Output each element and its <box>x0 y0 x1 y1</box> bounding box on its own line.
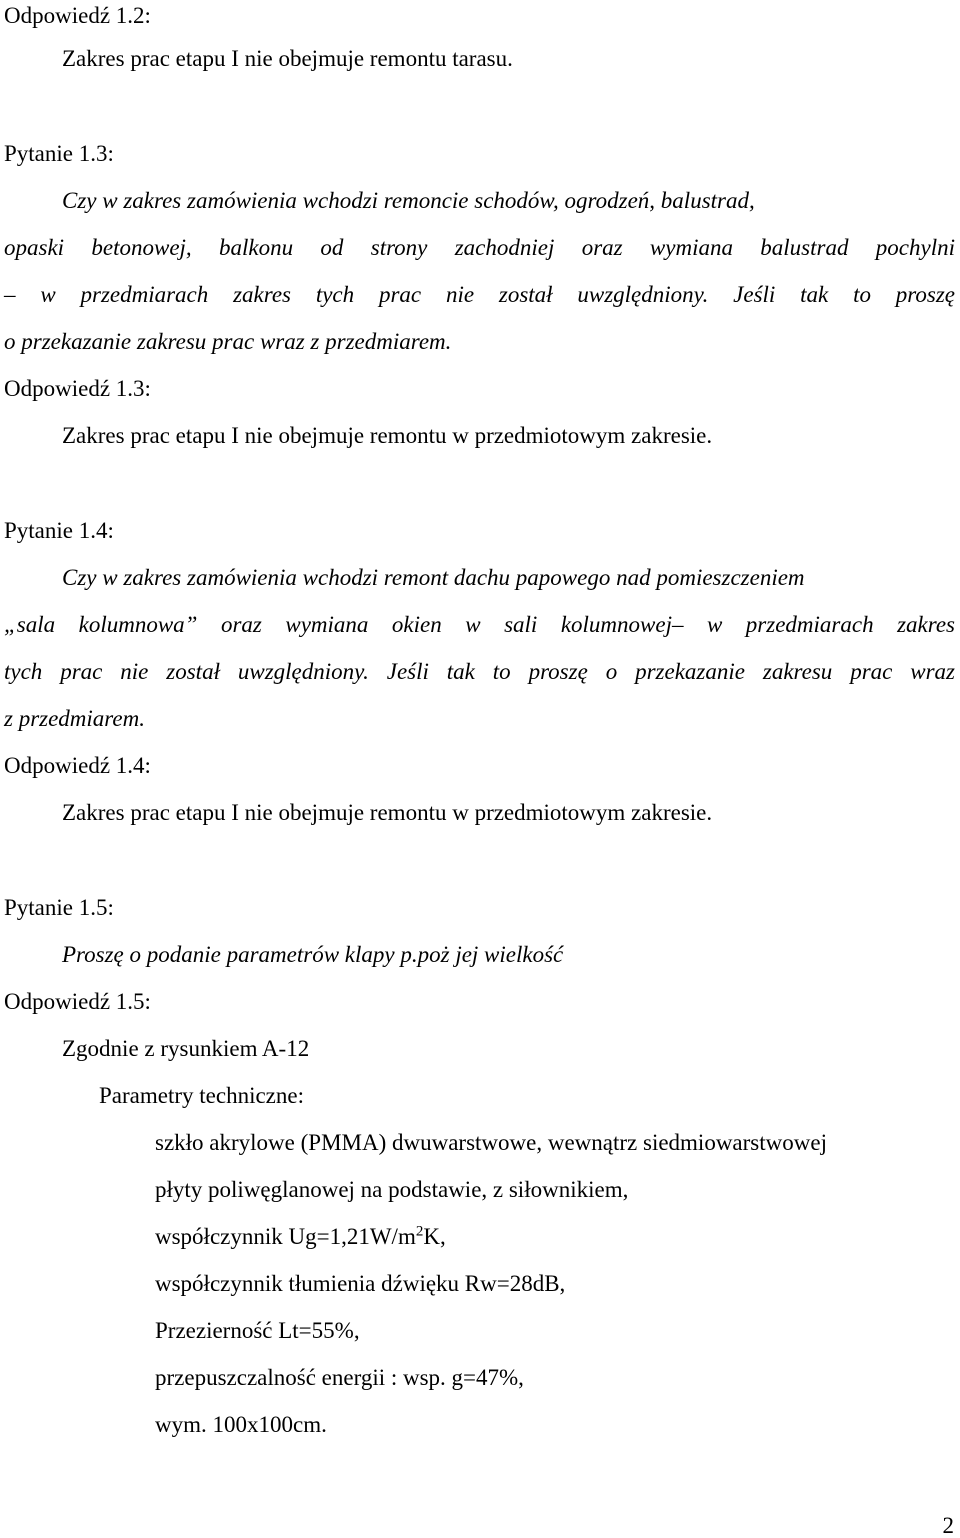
question-1-4-label: Pytanie 1.4: <box>4 518 114 543</box>
question-1-3-line-3: – w przedmiarach zakres tych prac nie został uwzględniony. Jeśli tak to proszę <box>4 282 955 307</box>
param-item-4: współczynnik tłumienia dźwięku Rw=28dB, <box>155 1271 566 1296</box>
param-item-7: wym. 100x100cm. <box>155 1412 327 1437</box>
param-ug-text: współczynnik Ug=1,21W/m <box>155 1224 416 1249</box>
question-1-3-label: Pytanie 1.3: <box>4 141 114 166</box>
answer-1-4-label: Odpowiedź 1.4: <box>4 753 151 778</box>
question-1-4-line-2: „sala kolumnowa” oraz wymiana okien w sali kolumnowej– w przedmiarach zakres <box>4 612 955 637</box>
params-heading: Parametry techniczne: <box>99 1083 304 1108</box>
answer-1-5-label: Odpowiedź 1.5: <box>4 989 151 1014</box>
page-number: 2 <box>942 1513 954 1538</box>
param-item-2: płyty poliwęglanowej na podstawie, z siłownikiem, <box>155 1177 629 1202</box>
question-1-4-line-1: Czy w zakres zamówienia wchodzi remont dachu papowego nad pomieszczeniem <box>62 565 805 590</box>
question-1-3-line-1: Czy w zakres zamówienia wchodzi remoncie schodów, ogrodzeń, balustrad, <box>62 188 755 213</box>
param-ug-superscript: 2 <box>415 1223 424 1240</box>
answer-1-2-label: Odpowiedź 1.2: <box>4 3 151 28</box>
question-1-5-label: Pytanie 1.5: <box>4 895 114 920</box>
answer-1-3-label: Odpowiedź 1.3: <box>4 376 151 401</box>
answer-1-3-text: Zakres prac etapu I nie obejmuje remontu w przedmiotowym zakresie. <box>62 423 713 448</box>
answer-1-2-text: Zakres prac etapu I nie obejmuje remontu tarasu. <box>62 46 513 71</box>
question-1-3-line-2: opaski betonowej, balkonu od strony zachodniej oraz wymiana balustrad pochylni <box>4 235 955 260</box>
question-1-4-line-4: z przedmiarem. <box>4 706 145 731</box>
param-item-5: Przezierność Lt=55%, <box>155 1318 360 1343</box>
param-item-6: przepuszczalność energii : wsp. g=47%, <box>155 1365 524 1390</box>
param-ug-suffix: K, <box>423 1224 446 1249</box>
answer-1-5-intro: Zgodnie z rysunkiem A-12 <box>62 1036 310 1061</box>
question-1-5-text: Proszę o podanie parametrów klapy p.poż jej wielkość <box>62 942 564 967</box>
question-1-3-line-4: o przekazanie zakresu prac wraz z przedmiarem. <box>4 329 452 354</box>
question-1-4-line-3: tych prac nie został uwzględniony. Jeśli tak to proszę o przekazanie zakresu prac wraz <box>4 659 955 684</box>
param-item-3 <box>155 1222 446 1252</box>
answer-1-4-text: Zakres prac etapu I nie obejmuje remontu w przedmiotowym zakresie. <box>62 800 713 825</box>
param-item-1: szkło akrylowe (PMMA) dwuwarstwowe, wewnątrz siedmiowarstwowej <box>155 1130 827 1155</box>
